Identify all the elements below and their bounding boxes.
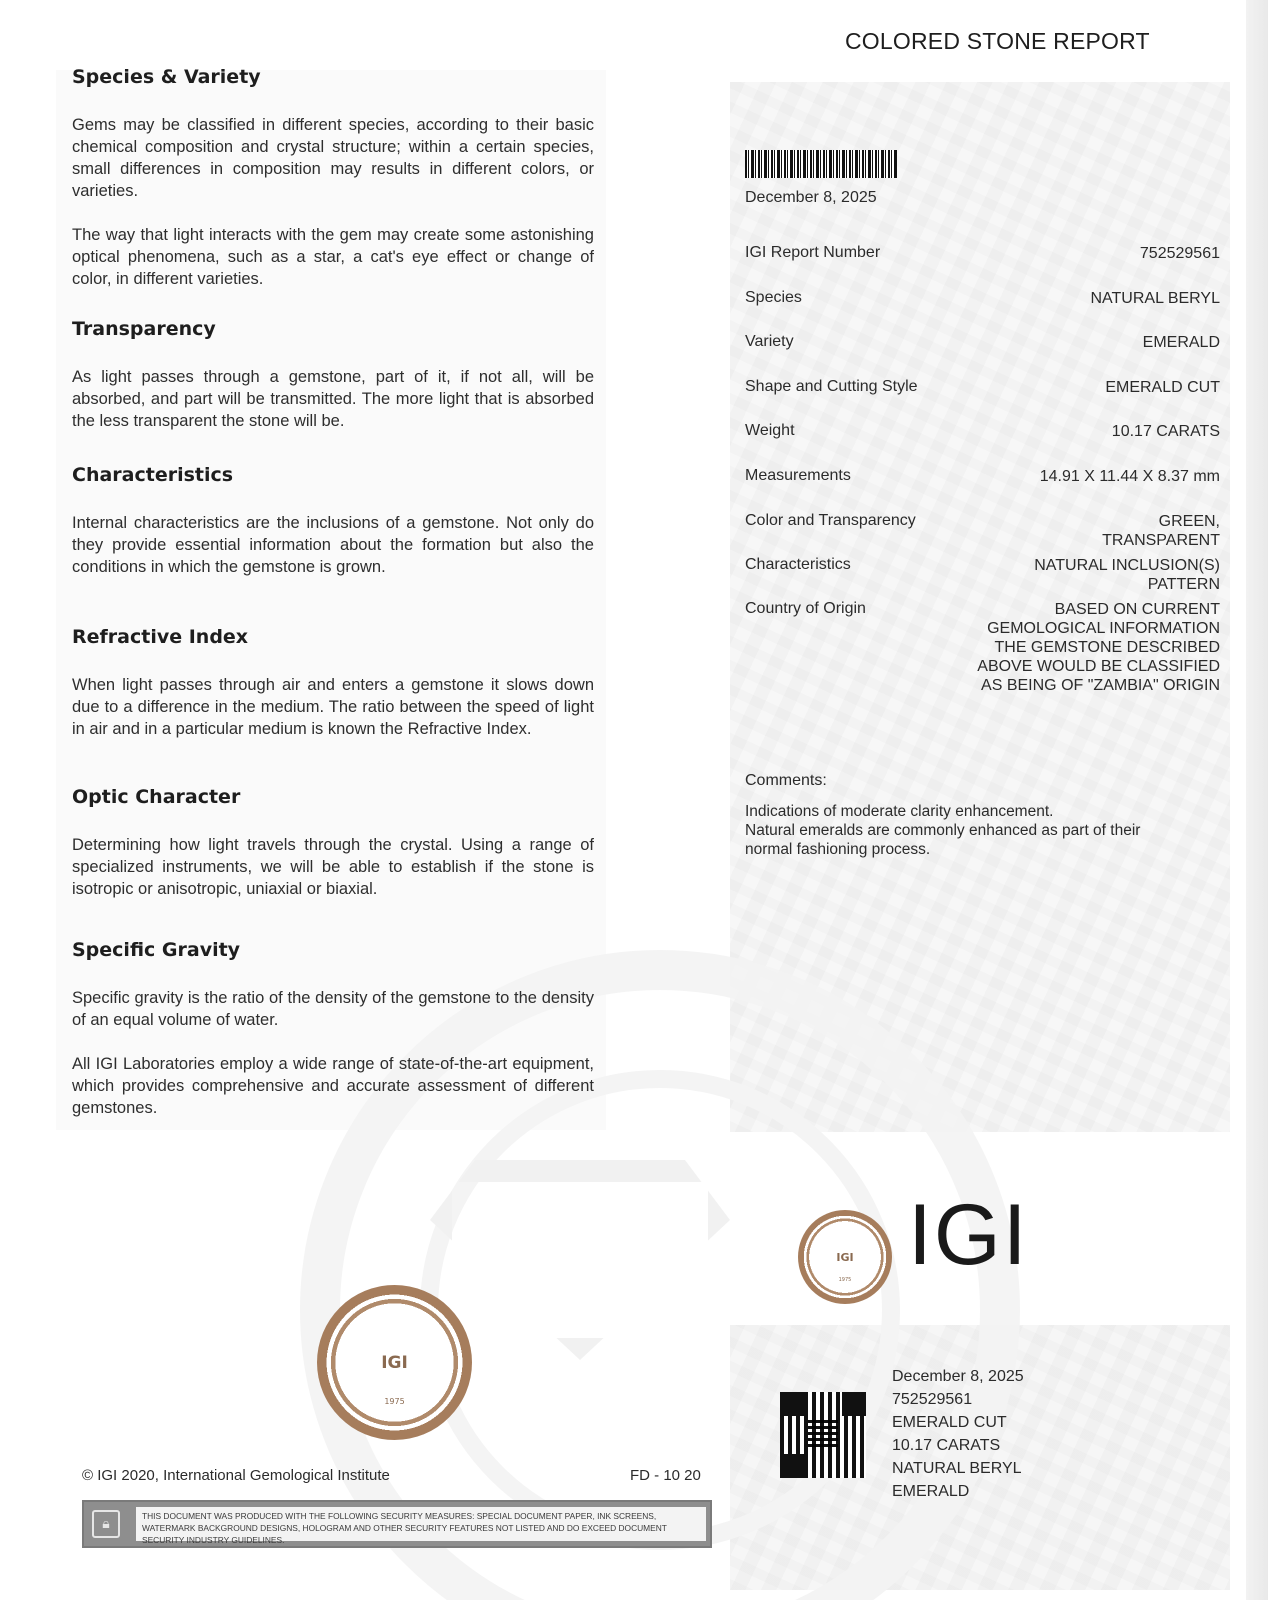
section-heading: Specific Gravity: [72, 939, 241, 961]
security-notice-text: THIS DOCUMENT WAS PRODUCED WITH THE FOLLOWING SECURITY MEASURES: SPECIAL DOCUMENT PAPER, INK SCREENS, WATERMARK BACKGROUND DESIGNS, HOLOGRAM AND OTHER SECURITY FEATURES NOT LISTED AND DO EXCEED DOCUMENT SECURITY INDUSTRY GUIDELINES.: [136, 1507, 706, 1541]
section-paragraph: Internal characteristics are the inclusions of a gemstone. Not only do they provide essential information about the formation but also the conditions in which the gemstone is grown.: [72, 514, 594, 576]
section-transparency: [72, 318, 594, 454]
seal-year: 1975: [838, 1277, 852, 1284]
igi-seal-logo: [798, 1210, 892, 1304]
field-label: Variety: [745, 333, 794, 350]
field-label: Weight: [745, 422, 795, 439]
section-paragraph: All IGI Laboratories employ a wide range of state-of-the-art equipment, which provides comprehensive and accurate assessment of different gemstones.: [72, 1055, 594, 1117]
seal-monogram: IGI: [836, 1250, 854, 1264]
section-heading: Characteristics: [72, 464, 234, 486]
section-paragraph: As light passes through a gemstone, part of it, if not all, will be absorbed, and part will be transmitted. The more light that is absorbed the less transparent the stone will be.: [72, 368, 594, 430]
summary-report-number: 752529561: [892, 1391, 973, 1408]
report-summary: [892, 1365, 1024, 1503]
section-refractive-index: [72, 626, 594, 762]
form-code: FD - 10 20: [630, 1467, 701, 1484]
field-value: EMERALD CUT: [1105, 379, 1220, 396]
section-heading: Optic Character: [72, 786, 241, 808]
comments-text: Indications of moderate clarity enhancement. Natural emeralds are commonly enhanced as part of their normal fashioning process.: [745, 803, 1141, 858]
lock-icon: 🔒︎: [92, 1510, 120, 1538]
field-value: NATURAL BERYL: [1090, 290, 1220, 307]
field-value: 752529561: [1139, 245, 1220, 262]
field-value: NATURAL INCLUSION(S) PATTERN: [1034, 557, 1220, 593]
qr-code[interactable]: [780, 1392, 866, 1478]
field-label: IGI Report Number: [745, 244, 881, 261]
security-notice-bar: [82, 1500, 712, 1548]
summary-weight: 10.17 CARATS: [892, 1437, 1001, 1454]
comments-label: Comments:: [745, 772, 827, 789]
field-value: EMERALD: [1142, 334, 1220, 351]
field-value: GREEN, TRANSPARENT: [1102, 513, 1220, 549]
igi-seal-logo-large: [317, 1285, 472, 1440]
seal-monogram: IGI: [381, 1352, 408, 1373]
report-date: December 8, 2025: [745, 189, 877, 206]
summary-date: December 8, 2025: [892, 1368, 1024, 1385]
section-optic-character: [72, 786, 594, 922]
summary-variety: EMERALD: [892, 1483, 970, 1500]
copyright: © IGI 2020, International Gemological Institute: [82, 1467, 390, 1484]
section-heading: Transparency: [72, 318, 216, 340]
field-value: 14.91 X 11.44 X 8.37 mm: [1039, 468, 1220, 485]
section-heading: Species & Variety: [72, 66, 261, 88]
field-label: Characteristics: [745, 556, 851, 573]
summary-cut: EMERALD CUT: [892, 1414, 1007, 1431]
page-edge: [1246, 0, 1268, 1600]
field-label: Color and Transparency: [745, 512, 916, 529]
section-paragraph: Specific gravity is the ratio of the density of the gemstone to the density of an equal volume of water.: [72, 989, 594, 1029]
barcode: [745, 150, 897, 178]
field-value: BASED ON CURRENT GEMOLOGICAL INFORMATION THE GEMSTONE DESCRIBED ABOVE WOULD BE CLASSIFIED AS BEING OF "ZAMBIA" ORIGIN: [977, 601, 1220, 694]
field-label: Shape and Cutting Style: [745, 378, 918, 395]
section-species-variety: [72, 66, 594, 312]
seal-year: 1975: [384, 1396, 405, 1406]
section-heading: Refractive Index: [72, 626, 249, 648]
field-label: Species: [745, 289, 802, 306]
section-paragraph: Gems may be classified in different species, according to their basic chemical composition and crystal structure; within a certain species, small differences in composition may results in different colors, or varieties.: [72, 116, 594, 200]
field-label: Country of Origin: [745, 600, 866, 617]
field-value: 10.17 CARATS: [1111, 423, 1220, 440]
section-characteristics: [72, 464, 594, 600]
field-label: Measurements: [745, 467, 851, 484]
report-title: COLORED STONE REPORT: [845, 28, 1150, 54]
section-paragraph: When light passes through air and enters a gemstone it slows down due to a difference in the medium. The ratio between the speed of light in air and in a particular medium is known the Refractive Index.: [72, 676, 594, 738]
section-paragraph: Determining how light travels through the crystal. Using a range of specialized instruments, we will be able to establish if the stone is isotropic or anisotropic, uniaxial or biaxial.: [72, 836, 594, 898]
section-paragraph: The way that light interacts with the gem may create some astonishing optical phenomena, such as a star, a cat's eye effect or change of color, in different varieties.: [72, 226, 594, 288]
summary-species: NATURAL BERYL: [892, 1460, 1022, 1477]
section-specific-gravity: [72, 939, 594, 1141]
igi-wordmark: IGI: [908, 1187, 1029, 1283]
